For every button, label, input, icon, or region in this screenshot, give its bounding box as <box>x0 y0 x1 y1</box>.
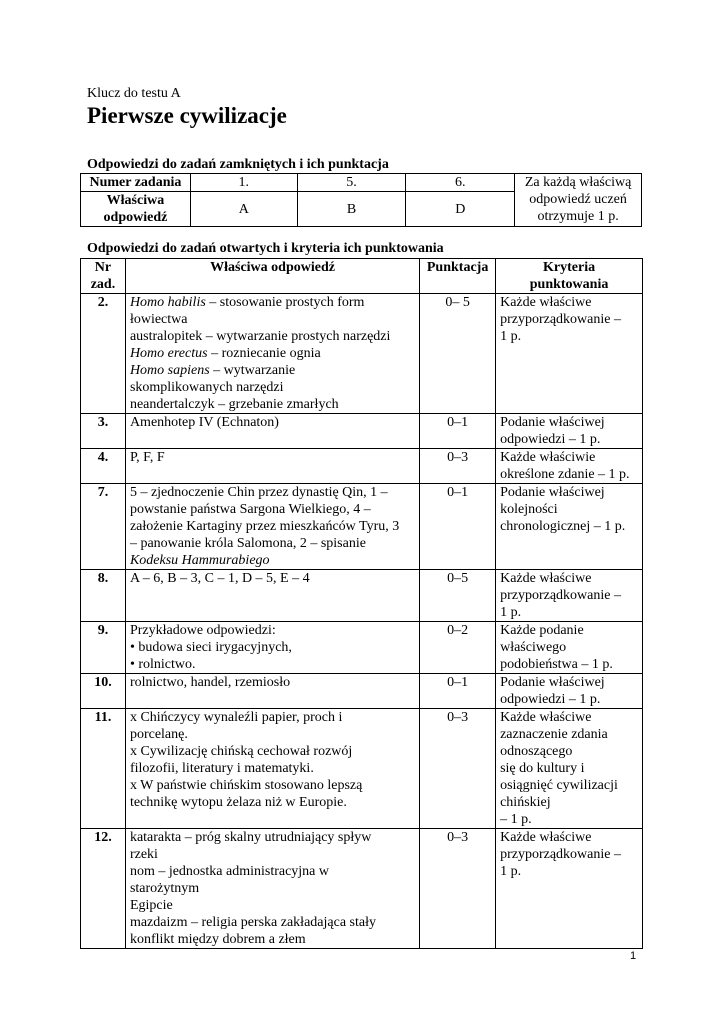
criteria-line: przyporządkowanie – <box>500 847 621 862</box>
answer-text: x Cywilizację chińską cechował rozwój <box>129 744 353 759</box>
answer-text: łowiectwa <box>129 312 188 327</box>
answer-text: • rolnictwo. <box>129 657 196 672</box>
answer-text: powstanie państwa Sargona Wielkiego, 4 – <box>129 502 371 517</box>
answer-line <box>130 914 415 931</box>
answer-text: starożytnym <box>129 881 200 896</box>
answer-line <box>130 622 415 639</box>
answer-line <box>130 829 415 846</box>
answer-text: porcelanę. <box>129 727 188 742</box>
answer-text: mazdaizm – religia perska zakładająca stały <box>129 915 376 930</box>
points-cell: 0–5 <box>420 570 496 622</box>
answer-line <box>130 414 415 431</box>
answer-cell <box>125 570 419 622</box>
answer-cell <box>125 294 419 414</box>
criteria-cell <box>496 829 643 949</box>
criteria-line: Podanie właściwej <box>500 675 605 690</box>
points-cell: 0–1 <box>420 674 496 709</box>
test-key-subtitle: Klucz do testu A <box>87 86 181 101</box>
criteria-line: Każde właściwe <box>500 295 592 310</box>
criteria-line: odnoszącego <box>500 744 573 759</box>
task-number: 12. <box>81 829 126 949</box>
answer-line <box>130 449 415 466</box>
answer-text: Przykładowe odpowiedzi: <box>129 623 276 638</box>
answer-text: x W państwie chińskim stosowano lepszą <box>129 778 363 793</box>
answer-line <box>130 709 415 726</box>
criteria-cell <box>496 484 643 570</box>
table-row <box>81 709 643 829</box>
italic-term: Homo sapiens <box>129 363 210 378</box>
answer-line <box>130 328 415 345</box>
task-number-cell: 1. <box>190 174 297 192</box>
task-number: 11. <box>81 709 126 829</box>
answer-line <box>130 726 415 743</box>
answer-line <box>130 501 415 518</box>
answer-line <box>130 379 415 396</box>
column-header-number <box>81 259 126 294</box>
answer-line <box>130 535 415 552</box>
criteria-line: Każde właściwe <box>500 571 592 586</box>
task-number-label: Numer zadania <box>81 174 191 192</box>
answer-line <box>130 760 415 777</box>
task-number: 3. <box>81 414 126 449</box>
answer-text: 5 – zjednoczenie Chin przez dynastię Qin, 1 – <box>129 485 388 500</box>
table-row <box>81 294 643 414</box>
italic-term: Homo erectus <box>129 346 208 361</box>
closed-tasks-heading: Odpowiedzi do zadań zamkniętych i ich punktacja <box>87 157 389 172</box>
answer-line <box>130 362 415 379</box>
criteria-line: Każde właściwe <box>500 710 592 725</box>
scoring-note-line: otrzymuje 1 p. <box>537 209 619 224</box>
task-number-cell: 6. <box>406 174 515 192</box>
task-number: 9. <box>81 622 126 674</box>
answer-line <box>130 570 415 587</box>
answer-line <box>130 931 415 948</box>
answer-cell <box>125 709 419 829</box>
answer-cell <box>125 829 419 949</box>
criteria-line: odpowiedzi – 1 p. <box>500 692 601 707</box>
answer-line <box>130 897 415 914</box>
criteria-line: Każde podanie <box>500 623 584 638</box>
criteria-cell <box>496 570 643 622</box>
answer-line <box>130 396 415 413</box>
criteria-cell <box>496 709 643 829</box>
points-cell: 0–3 <box>420 709 496 829</box>
points-cell: 0–3 <box>420 829 496 949</box>
scoring-note-line: odpowiedź uczeń <box>529 192 627 207</box>
answer-text: konflikt między dobrem a złem <box>129 932 306 947</box>
criteria-line: kolejności <box>500 502 558 517</box>
table-row <box>81 414 643 449</box>
answer-line <box>130 743 415 760</box>
criteria-line: właściwego <box>500 640 567 655</box>
answer-cell: A <box>190 192 297 227</box>
criteria-cell <box>496 414 643 449</box>
header-line: Nr <box>94 260 112 275</box>
header-line: punktowania <box>529 277 609 292</box>
answer-text: • budowa sieci irygacyjnych, <box>129 640 292 655</box>
table-row <box>81 622 643 674</box>
page-title: Pierwsze cywilizacje <box>87 103 287 128</box>
criteria-line: chronologicznej – 1 p. <box>500 519 626 534</box>
table-row <box>81 174 642 192</box>
criteria-line: zaznaczenie zdania <box>500 727 608 742</box>
answer-cell <box>125 484 419 570</box>
answer-text: rzeki <box>129 847 158 862</box>
answer-text: – stosowanie prostych form <box>205 295 365 310</box>
criteria-line: przyporządkowanie – <box>500 312 621 327</box>
answer-line <box>130 294 415 311</box>
criteria-cell <box>496 622 643 674</box>
answer-line <box>130 674 415 691</box>
correct-answer-label <box>81 192 191 227</box>
criteria-line: się do kultury i <box>500 761 585 776</box>
answer-text: filozofii, literatury i matematyki. <box>129 761 314 776</box>
points-cell: 0–2 <box>420 622 496 674</box>
open-tasks-heading: Odpowiedzi do zadań otwartych i kryteria ich punktowania <box>87 241 444 256</box>
header-line: zad. <box>90 277 116 292</box>
answer-text: Amenhotep IV (Echnaton) <box>129 415 279 430</box>
page-number: 1 <box>630 950 637 962</box>
answer-text: – wytwarzanie <box>209 363 296 378</box>
criteria-line: Podanie właściwej <box>500 485 605 500</box>
answer-cell <box>125 414 419 449</box>
answer-line <box>130 518 415 535</box>
scoring-note <box>515 174 642 227</box>
points-cell: 0– 5 <box>420 294 496 414</box>
task-number: 10. <box>81 674 126 709</box>
criteria-line: 1 p. <box>500 864 522 879</box>
answer-line <box>130 345 415 362</box>
answer-text: rolnictwo, handel, rzemiosło <box>129 675 291 690</box>
criteria-line: chińskiej <box>500 795 551 810</box>
label-line: odpowiedź <box>103 210 168 225</box>
criteria-line: Każde właściwe <box>500 830 592 845</box>
answer-text: australopitek – wytwarzanie prostych narzędzi <box>129 329 391 344</box>
criteria-line: Podanie właściwej <box>500 415 605 430</box>
answer-text: neandertalczyk – grzebanie zmarłych <box>129 397 339 412</box>
points-cell: 0–3 <box>420 449 496 484</box>
answer-line <box>130 794 415 811</box>
criteria-line: 1 p. <box>500 329 522 344</box>
answer-cell <box>125 622 419 674</box>
scoring-note-line: Za każdą właściwą <box>524 175 632 190</box>
answer-line <box>130 639 415 656</box>
answer-cell: D <box>406 192 515 227</box>
table-row <box>81 674 643 709</box>
column-header-criteria <box>496 259 643 294</box>
answer-text: x Chińczycy wynaleźli papier, proch i <box>129 710 343 725</box>
table-row <box>81 829 643 949</box>
criteria-line: podobieństwa – 1 p. <box>500 657 613 672</box>
table-row <box>81 484 643 570</box>
answer-text: nom – jednostka administracyjna w <box>129 864 330 879</box>
criteria-line: – 1 p. <box>500 812 532 827</box>
answer-text: Egipcie <box>129 898 173 913</box>
label-line: Właściwa <box>106 193 165 208</box>
task-number: 2. <box>81 294 126 414</box>
header-line: Kryteria <box>543 260 596 275</box>
answer-line <box>130 311 415 328</box>
answer-line <box>130 484 415 501</box>
answer-line <box>130 777 415 794</box>
italic-term: Kodeksu Hammurabiego <box>129 553 270 568</box>
answer-cell <box>125 449 419 484</box>
answer-cell <box>125 674 419 709</box>
task-number: 7. <box>81 484 126 570</box>
answer-text: P, F, F <box>129 450 165 465</box>
criteria-line: 1 p. <box>500 605 522 620</box>
column-header-answer: Właściwa odpowiedź <box>125 259 419 294</box>
closed-tasks-table <box>80 173 642 227</box>
criteria-line: Każde właściwie <box>500 450 596 465</box>
answer-text: A – 6, B – 3, C – 1, D – 5, E – 4 <box>129 571 310 586</box>
criteria-cell <box>496 294 643 414</box>
answer-text: – panowanie króla Salomona, 2 – spisanie <box>129 536 366 551</box>
criteria-cell <box>496 449 643 484</box>
criteria-cell <box>496 674 643 709</box>
answer-text: katarakta – próg skalny utrudniający spływ <box>129 830 372 845</box>
table-header-row <box>81 259 643 294</box>
italic-term: Homo habilis <box>129 295 206 310</box>
task-number: 8. <box>81 570 126 622</box>
answer-line <box>130 656 415 673</box>
column-header-points: Punktacja <box>420 259 496 294</box>
answer-cell: B <box>297 192 406 227</box>
answer-text: założenie Kartaginy przez mieszkańców Tyru, 3 <box>129 519 400 534</box>
open-tasks-table <box>80 258 643 949</box>
criteria-line: odpowiedzi – 1 p. <box>500 432 601 447</box>
table-row <box>81 570 643 622</box>
answer-line <box>130 552 415 569</box>
answer-line <box>130 880 415 897</box>
open-tasks-body <box>81 294 643 949</box>
answer-line <box>130 846 415 863</box>
task-number-cell: 5. <box>297 174 406 192</box>
answer-text: technikę wytopu żelaza niż w Europie. <box>129 795 347 810</box>
answer-text: skomplikowanych narzędzi <box>129 380 284 395</box>
points-cell: 0–1 <box>420 414 496 449</box>
task-number: 4. <box>81 449 126 484</box>
points-cell: 0–1 <box>420 484 496 570</box>
criteria-line: określone zdanie – 1 p. <box>500 467 630 482</box>
criteria-line: osiągnięć cywilizacji <box>500 778 618 793</box>
answer-text: – rozniecanie ognia <box>207 346 321 361</box>
table-row <box>81 449 643 484</box>
answer-line <box>130 863 415 880</box>
criteria-line: przyporządkowanie – <box>500 588 621 603</box>
